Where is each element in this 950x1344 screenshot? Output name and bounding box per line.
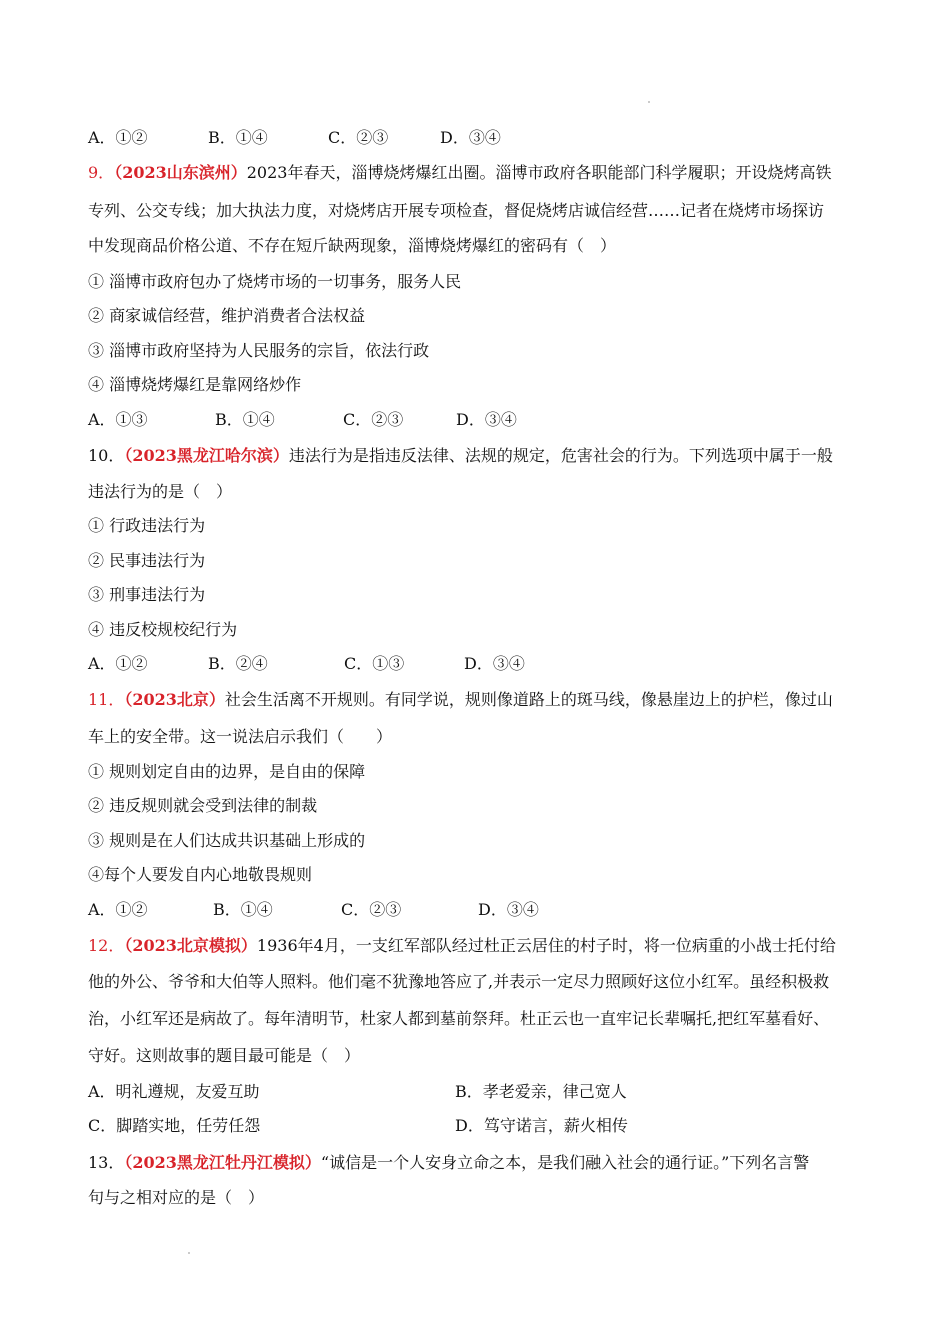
question-text-line: 专列、公交专线；加大执法力度，对烧烤店开展专项检查，督促烧烤店诚信经营……记者在烧烤市场探访 <box>88 201 825 220</box>
option-c: C．②③ <box>328 128 389 147</box>
statement-item: ④ 违反校规校纪行为 <box>88 620 238 639</box>
statement-item: ① 规则划定自由的边界，是自由的保障 <box>88 762 366 781</box>
option-c: C．①③ <box>344 654 405 673</box>
statement-item: ③ 刑事违法行为 <box>88 585 206 604</box>
option-d: D．③④ <box>478 900 539 919</box>
question-source: （2023山东滨州） <box>114 163 247 182</box>
statement-item: ③ 淄博市政府坚持为人民服务的宗旨，依法行政 <box>88 341 430 360</box>
question-11-stem <box>88 690 833 710</box>
statement-item: ① 行政违法行为 <box>88 516 206 535</box>
question-number: 12． <box>88 936 125 955</box>
question-10-stem <box>88 446 833 466</box>
question-text: “诚信是一个人安身立命之本，是我们融入社会的通行证。”下列名言警 <box>320 1153 810 1172</box>
question-text: 违法行为是指违反法律、法规的规定，危害社会的行为。下列选项中属于一般 <box>288 446 833 465</box>
statement-item: ② 违反规则就会受到法律的制裁 <box>88 796 318 815</box>
decorative-dot <box>188 1252 190 1254</box>
question-number: 9． <box>88 163 115 182</box>
question-number: 13． <box>88 1153 125 1172</box>
option-c: C．②③ <box>341 900 402 919</box>
question-number: 10． <box>88 446 125 465</box>
option-a: A．①③ <box>88 410 148 429</box>
question-text-line: 守好。这则故事的题目最可能是（ ） <box>88 1046 361 1065</box>
option-c: C．②③ <box>343 410 404 429</box>
statement-item: ② 民事违法行为 <box>88 551 206 570</box>
question-text: 2023年春天，淄博烧烤爆红出圈。淄博市政府各职能部门科学履职；开设烧烤高铁 <box>246 163 832 182</box>
question-text-line: 违法行为的是（ ） <box>88 482 233 501</box>
question-text: 1936年4月，一支红军部队经过杜正云居住的村子时，将一位病重的小战士托付给 <box>256 936 836 955</box>
statement-item: ① 淄博市政府包办了烧烤市场的一切事务，服务人民 <box>88 272 462 291</box>
statement-item: ④ 淄博烧烤爆红是靠网络炒作 <box>88 375 302 394</box>
question-number: 11． <box>88 690 125 709</box>
option-a: A．①② <box>88 900 148 919</box>
option-d: D．③④ <box>440 128 501 147</box>
question-text-line: 他的外公、爷爷和大伯等人照料。他们毫不犹豫地答应了,并表示一定尽力照顾好这位小红军。虽经积极救 <box>88 972 830 991</box>
question-text: 社会生活离不开规则。有同学说，规则像道路上的斑马线，像悬崖边上的护栏，像过山 <box>224 690 833 709</box>
decorative-dot <box>648 101 650 103</box>
question-text-line: 治，小红军还是病故了。每年清明节，杜家人都到墓前祭拜。杜正云也一直牢记长辈嘱托,把红军墓看好、 <box>88 1009 830 1028</box>
option-b: B．②④ <box>208 654 268 673</box>
option-d: D．③④ <box>464 654 525 673</box>
question-source: （2023北京） <box>124 690 225 709</box>
question-source: （2023北京模拟） <box>124 936 257 955</box>
question-13-stem <box>88 1153 809 1173</box>
option-a: A．①② <box>88 654 148 673</box>
option-d: D．笃守诺言，薪火相传 <box>455 1116 628 1135</box>
option-a: A．明礼遵规，友爱互助 <box>88 1082 260 1101</box>
option-a: A．①② <box>88 128 148 147</box>
question-source: （2023黑龙江哈尔滨） <box>124 446 289 465</box>
option-b: B．①④ <box>213 900 273 919</box>
statement-item: ③ 规则是在人们达成共识基础上形成的 <box>88 831 366 850</box>
option-d: D．③④ <box>456 410 517 429</box>
question-12-stem <box>88 936 836 956</box>
question-text-line: 中发现商品价格公道、不存在短斤缺两现象，淄博烧烤爆红的密码有（ ） <box>88 236 617 255</box>
statement-item: ④每个人要发自内心地敬畏规则 <box>88 865 313 884</box>
question-source: （2023黑龙江牡丹江模拟） <box>124 1153 321 1172</box>
option-b: B．孝老爱亲，律己宽人 <box>455 1082 627 1101</box>
option-b: B．①④ <box>208 128 268 147</box>
question-9-stem <box>88 163 831 183</box>
option-c: C．脚踏实地，任劳任怨 <box>88 1116 261 1135</box>
option-b: B．①④ <box>215 410 275 429</box>
statement-item: ② 商家诚信经营，维护消费者合法权益 <box>88 306 366 325</box>
question-text-line: 车上的安全带。这一说法启示我们（ ） <box>88 727 393 746</box>
question-text-line: 句与之相对应的是（ ） <box>88 1188 265 1207</box>
